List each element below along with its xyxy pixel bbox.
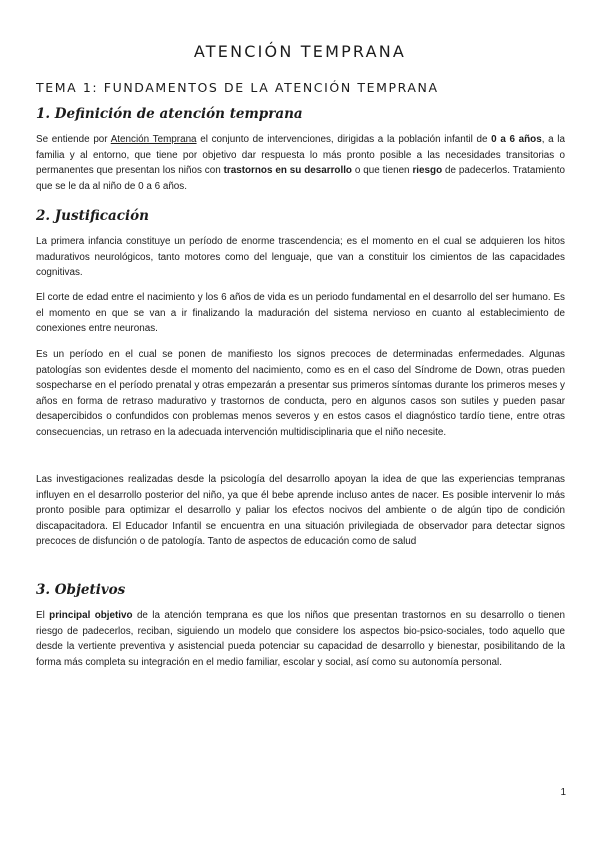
justificacion-paragraph-1: La primera infancia constituye un período de enorme trascendencia; es el momento en el cual se adquieren los hitos madurativos neurológicos, tanto motores como del lenguaje, que van a constituir los cimientos de las capacidades cognitivas. bbox=[36, 236, 565, 279]
text-run: Se entiende por bbox=[36, 134, 111, 145]
definicion-paragraph bbox=[36, 132, 565, 194]
document-title: ATENCIÓN TEMPRANA bbox=[193, 42, 407, 61]
section-heading-justificacion: 2. Justificación bbox=[36, 208, 149, 224]
page-number: 1 bbox=[560, 787, 566, 798]
bold-riesgo: riesgo bbox=[412, 165, 443, 177]
text-run: o que tienen bbox=[351, 165, 413, 177]
justificacion-paragraph-2: El corte de edad entre el nacimiento y los 6 años de vida es un periodo fundamental en el desarrollo del ser humano. Es el momento en que se van a ir finalizando la maduración del sistema nervioso en cuanto al establecimiento de conexiones entre neuronas. bbox=[36, 292, 565, 335]
text-run: de la atención temprana es que los niños que presentan trastornos en su desarrollo o tienen riesgo de padecerlos, reciban, siguiendo un modelo que considere los aspectos bio-psico-sociales, todo aquello que desde la vertiente preventiva y asistencial pueda potenciar su capacidad de desarrollo y bienestar, posibilitando de la forma más completa su integración en el medio familiar, escolar y social, así como su autonomía personal. bbox=[36, 610, 565, 668]
justificacion-paragraph-4: Las investigaciones realizadas desde la psicología del desarrollo apoyan la idea de que las experiencias tempranas influyen en el desarrollo posterior del niño, ya que él bebe aprende incluso antes de nacer. Es posible intervenir lo más pronto posible para optimizar el desarrollo y paliar los efectos nocivos del ambiente o de algún tipo de condición discapacitadora. El Educador Infantil se encuentra en una situación privilegiada de observador para detectar signos precoces de disfunción o de patología. Tanto de aspectos de educación como de salud bbox=[36, 474, 565, 548]
topic-title: TEMA 1: FUNDAMENTOS DE LA ATENCIÓN TEMPRANA bbox=[36, 80, 439, 95]
bold-principal-objetivo: principal objetivo bbox=[49, 610, 133, 621]
bold-age-range: 0 a 6 años bbox=[491, 134, 542, 145]
objetivos-paragraph bbox=[36, 608, 565, 670]
text-run: el conjunto de intervenciones, dirigidas a la población infantil de bbox=[196, 134, 492, 145]
section-heading-objetivos: 3. Objetivos bbox=[36, 582, 126, 598]
bold-trastornos: trastornos en su desarrollo bbox=[223, 165, 352, 177]
term-atencion-temprana: Atención Temprana bbox=[110, 134, 197, 145]
text-run: de padecerlos. Tratamiento que se le da al niño de 0 a 6 años. bbox=[36, 165, 565, 192]
justificacion-paragraph-3: Es un período en el cual se ponen de manifiesto los signos precoces de determinadas enfermedades. Algunas patologías son evidentes desde el momento del nacimiento, como es en el caso del Síndrome de Down, otras pueden sospecharse en el período prenatal y otras empezarán a presentar sus primeros síntomas durante los primeros meses y años en forma de retraso madurativo y trastornos de conducta, pero en algunos casos son sutiles y pueden pasar desapercibidos o confundidos con problemas menos severos y en estos casos el diagnóstico tardío tiene, entre otras consecuencias, un retraso en la adecuada intervención multidisciplinaria que el niño necesite. bbox=[36, 349, 565, 438]
text-run: El bbox=[36, 610, 50, 621]
section-heading-definicion: 1. Definición de atención temprana bbox=[36, 106, 303, 122]
text-run: , a la familia y al entorno, que tiene por objetivo dar respuesta lo más pronto posible a las necesidades transitorias o permanentes que presentan los niños con bbox=[36, 134, 565, 177]
